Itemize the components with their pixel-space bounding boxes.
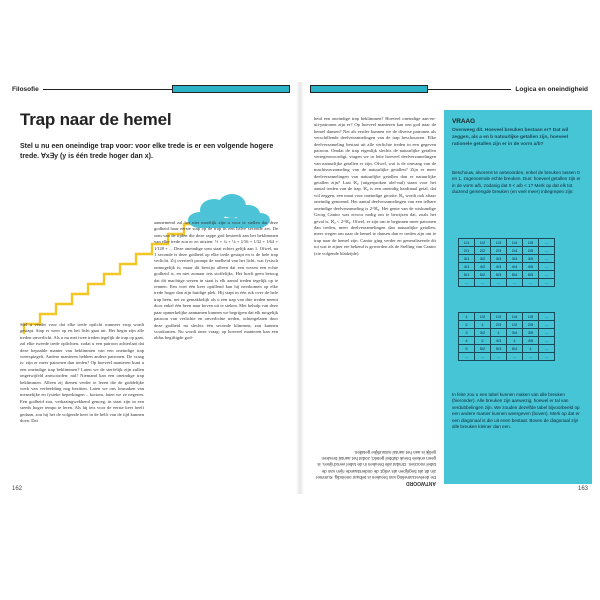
table-row: [459, 313, 555, 321]
table-row: [459, 345, 555, 353]
left-column-1: Stel u verder voor dat elke trede opficht wanneer erop wordt gestapt. Stap er weer op en het licht gaat uit. Het begin zijn alle treden onverlicht. Als u nu met twee treden tegelijk de trap op gaat, zal elke tweede trede oplichten, zodat u een patroon achterlaat dat deze bepaalde manier van beklimmen van een oneindige trap weerspiegelt. Andere manieren hebben andere patronen. De vraag is: zijn er meer patronen dan treden? Op hoeveel manieren kunt u een oneindige trap beklimmen? Laten we de sterfelijk zijn zullen ongetwijfeld antwoorden: nul! Niemand kan een oneindige trap beklimmen. Alleen zij dienen verder te lezen die de goddelijke werk van verbeelding nog bezitten. Laten we ons losmaken van menselijke en fysieke beperkingen – kortom, laten we ze negeren. Een godheid zou, verbazingwekkend genoeg, in staat zijn in een steeds hoger tempo te leren. Als hij iets voor de eerste keer heeft gedaan, zou hij het de volgende keer in de helft van de tijd kunnen doen. Dat: [20, 322, 144, 424]
question-callout: [444, 110, 592, 484]
table-cell: 3/4: [507, 329, 523, 337]
table-cell: 3/2: [475, 329, 491, 337]
table-cell: ...: [459, 353, 475, 361]
table-row: [459, 321, 555, 329]
table-cell: 2/5: [523, 247, 539, 255]
table-cell: ...: [539, 247, 555, 255]
table-cell: 1/2: [507, 321, 523, 329]
page-title: Trap naar de hemel: [20, 110, 172, 129]
table-cell: 5/3: [491, 345, 507, 353]
table-cell: ...: [539, 271, 555, 279]
callout-question: Overweeg dit. Hoeveel breuken bestaan er? Dat wil zeggen, als a en b natuurlijke getallen zijn, hoeveel rationele getallen zijn er in de vorm a/b?: [452, 128, 569, 147]
book-spine: [296, 82, 304, 494]
table-cell: 2: [459, 321, 475, 329]
table-row: [459, 353, 555, 361]
table-cell: 1: [475, 321, 491, 329]
table-cell: ...: [539, 337, 555, 345]
table-cell: 2/1: [459, 247, 475, 255]
table-cell: 1: [459, 313, 475, 321]
left-page: [8, 82, 290, 494]
table-cell: 5/1: [459, 271, 475, 279]
table-cell: ...: [539, 345, 555, 353]
section-label-right: Logica en oneindigheid: [515, 85, 588, 93]
table-cell: 2/3: [491, 247, 507, 255]
table-cell: ...: [539, 329, 555, 337]
page-subtitle: Stel u nu een oneindige trap voor: voor elke trede is er een volgende hogere trede. ∀x∃y (y is één trede hoger dan x).: [20, 143, 274, 160]
table-cell: 5/2: [475, 271, 491, 279]
left-header: [8, 82, 290, 96]
callout-text-2: In feite zou u een tabel kunnen maken van alle breuken (hieronder). Alle breuken zijn aanwezig, hoewel er tal van verdubbelingen zijn. We zouden dezelfde tabel bijvoorbeeld op een andere manier kunnen weergeven (boven). Merk op dat er een diagonaal is die uit enen bestaat. Boven de diagonaal zijn alle breuken kleiner dan een.: [452, 392, 580, 430]
table-cell: ...: [459, 279, 475, 287]
header-accent-bar: [172, 85, 290, 93]
table-cell: 1/4: [507, 313, 523, 321]
table-cell: 4/3: [491, 337, 507, 345]
table-cell: 5/4: [507, 271, 523, 279]
table-cell: 3/1: [459, 255, 475, 263]
table-cell: ...: [507, 353, 523, 361]
table-cell: 2/5: [523, 321, 539, 329]
table-cell: 2/4: [507, 247, 523, 255]
right-page: [310, 82, 592, 494]
answer-text: De deelverzameling van breuken is telbaar oneindig. Kummer zin dit als begrijpen als volgt: de onderstaande rijen van de tabel voorzien. Omdat alle breuken in de tabel verschijnen, is geen enkele breuk dubbel geteld, zodat het aantal breuken gelijk is aan het aantal natuurlijke getallen.: [315, 449, 436, 480]
header-accent-bar-right: [310, 85, 428, 93]
table-cell: 1: [507, 337, 523, 345]
table-cell: ...: [539, 263, 555, 271]
callout-label: VRAAG: [452, 118, 476, 125]
table-cell: 5/5: [523, 271, 539, 279]
right-column-1: heid een oneindige trap beklimmen? Hoeveel oneindige aan-en-uit-patronen zijn er? Op hoeveel manieren kan een god naar de hemel dansen? Net als eerder kunnen we de diverse patronen als verschillende deelverzamelingen van de trap beschouwen. Elke deelverzameling bestaat uit alle verlichte treden in een gegeven patroon. Omdat de trap eigenlijk slechts de natuurlijke getallen vertegenwoordigt, vragen we in feite hoeveel deelverzamelingen van natuurlijke getallen er zijn. Ofwel, wat is de omvang van de machtsverzameling van de natuurlijke getallen? Zijn er meer deelverzamelingen van natuurlijke getallen dan er natuurlijke getallen zijn? Laat ℵ₀ (uitgesproken alef-nul) staan voor het aantal treden van de trap. ℵ₀ is een oneindig kardinaal getal, dat wil zeggen, een maat voor oneindige grootte. ℵ₀ wordt ook aftaar oneindig genoemd. Het aantal deelverzamelingen van een telbare oneindige deelverzameling is 2^ℵ₀. Het genie van de wiskundige Georg Cantor was ervoor nodig om te bewijzen dat, zoals het geval is, ℵ₀ < 2^ℵ₀. Ofwel, er zijn om te beginnen meer patronen dan treden, meer deelverzamelingen dan natuurlijke getallen, meer wegen om naar de hemel te dansen dan er treden zijn om te trap naar de hemel zijn. Cantor ging verder en generaliseerde dit tot wat te zijner ere bekend is geworden als de Stelling van Cantor (zie volgende bladzijde).: [314, 116, 436, 256]
table-cell: 4/5: [523, 263, 539, 271]
section-label: Filosofie: [12, 85, 39, 93]
table-cell: 5: [459, 345, 475, 353]
table-cell: 3/3: [491, 255, 507, 263]
page-number-left: 162: [12, 486, 23, 492]
answer-label: ANTWOORD: [406, 480, 436, 486]
table-cell: ...: [491, 279, 507, 287]
table-cell: ...: [539, 279, 555, 287]
table-cell: 5/3: [491, 271, 507, 279]
table-cell: 1/3: [491, 239, 507, 247]
table-cell: 1/2: [475, 239, 491, 247]
table-cell: 1/5: [523, 239, 539, 247]
table-cell: 1/3: [491, 313, 507, 321]
table-cell: 2/3: [491, 321, 507, 329]
left-column-2: aannemend zal het niet moeilijk zijn u voor te stellen dat deze godheid haar eerste stap op de trap in een halve seconde zet. De som van de tijden die deze rappe god besteedt aan het beklimmen van elke trede zou er zo uitzien: ½ + ¼ + ⅛ + 1⁄16 + 1⁄32 + 1⁄64 + 1⁄128 + ... Deze oneindige som staat echter gelijk aan 1. Ofwel, na 1 seconde is deze godheid op elke trede gestapt en is de hele trap verlicht. Zij overtreft prompt de snelheid van het licht, wat fysisch onmogelijk is; maar dit bewijst alleen dat een wezen een echte godheid is, en niet zomaar iets stoffelijks. Het hoeft geen betoog dat dit machtige wezen in staat is elk aantal treden tegelijk op te rennen. Een voet één keer optillend kan hij neerkomen op elke trede hoger dan zijn huidige plek. Hij stapt in één ruk over de hele trap heen, net zo gemakkelijk als u een trap van drie treden neemt door enkel één been naar boven uit te steken. Met behulp van deze paar opmerkelijke aannamen kunnen we begrijpen dat elk mogelijk patroon van verlichte en onverlichte treden, achtergelaten door deze godheid na slechts één seconde klimmen, zou kunnen voorkomen. Nu wordt onze vraag: op hoeveel manieren kan een aldus begiftigde god-: [154, 220, 278, 341]
table-cell: 3/5: [523, 255, 539, 263]
table-cell: ...: [539, 239, 555, 247]
table-cell: 1/5: [523, 313, 539, 321]
table-cell: 2: [475, 337, 491, 345]
table-row: [459, 247, 555, 255]
header-rule-right: [428, 89, 511, 90]
table-row: [459, 337, 555, 345]
table-cell: 1: [523, 345, 539, 353]
table-cell: 4/5: [523, 337, 539, 345]
table-cell: 4/2: [475, 263, 491, 271]
table-cell: 5/2: [475, 345, 491, 353]
table-cell: 1: [491, 329, 507, 337]
table-cell: 1/2: [475, 313, 491, 321]
table-row: [459, 271, 555, 279]
table-row: [459, 239, 555, 247]
table-cell: ...: [523, 353, 539, 361]
page-number-right: 163: [577, 486, 588, 492]
right-header: [310, 82, 592, 96]
table-cell: 3/2: [475, 255, 491, 263]
table-cell: 4: [459, 337, 475, 345]
table-cell: 2/2: [475, 247, 491, 255]
answer-block: [314, 400, 436, 486]
table-cell: ...: [491, 353, 507, 361]
table-cell: ...: [523, 279, 539, 287]
callout-text-1: Beschouw, alvorens te antwoorden, enkel de breuken tussen 0 en 1, zogenoemde echte breuken. Dus: hoeveel getallen zijn er in de vorm a/b, zodanig dat 0 < a/b < 1? Merk op dat elk tot duizend gemengde breuken (en veel meer) inbegrepen zijn:: [452, 170, 581, 195]
table-cell: ...: [539, 321, 555, 329]
table-cell: ...: [539, 255, 555, 263]
table-row: [459, 329, 555, 337]
table-cell: 5/4: [507, 345, 523, 353]
table-cell: ...: [475, 279, 491, 287]
table-cell: 3/4: [507, 255, 523, 263]
table-cell: 3: [459, 329, 475, 337]
table-row: [459, 255, 555, 263]
table-cell: 3/5: [523, 329, 539, 337]
fraction-table-top: [458, 238, 555, 287]
table-cell: ...: [507, 279, 523, 287]
table-cell: 4/1: [459, 263, 475, 271]
table-cell: ...: [539, 313, 555, 321]
header-rule: [43, 89, 172, 90]
table-cell: 1/1: [459, 239, 475, 247]
table-cell: 1/4: [507, 239, 523, 247]
table-row: [459, 279, 555, 287]
table-cell: 4/3: [491, 263, 507, 271]
table-cell: 4/4: [507, 263, 523, 271]
table-row: [459, 263, 555, 271]
table-cell: ...: [539, 353, 555, 361]
fraction-table-bottom: [458, 312, 555, 361]
table-cell: ...: [475, 353, 491, 361]
